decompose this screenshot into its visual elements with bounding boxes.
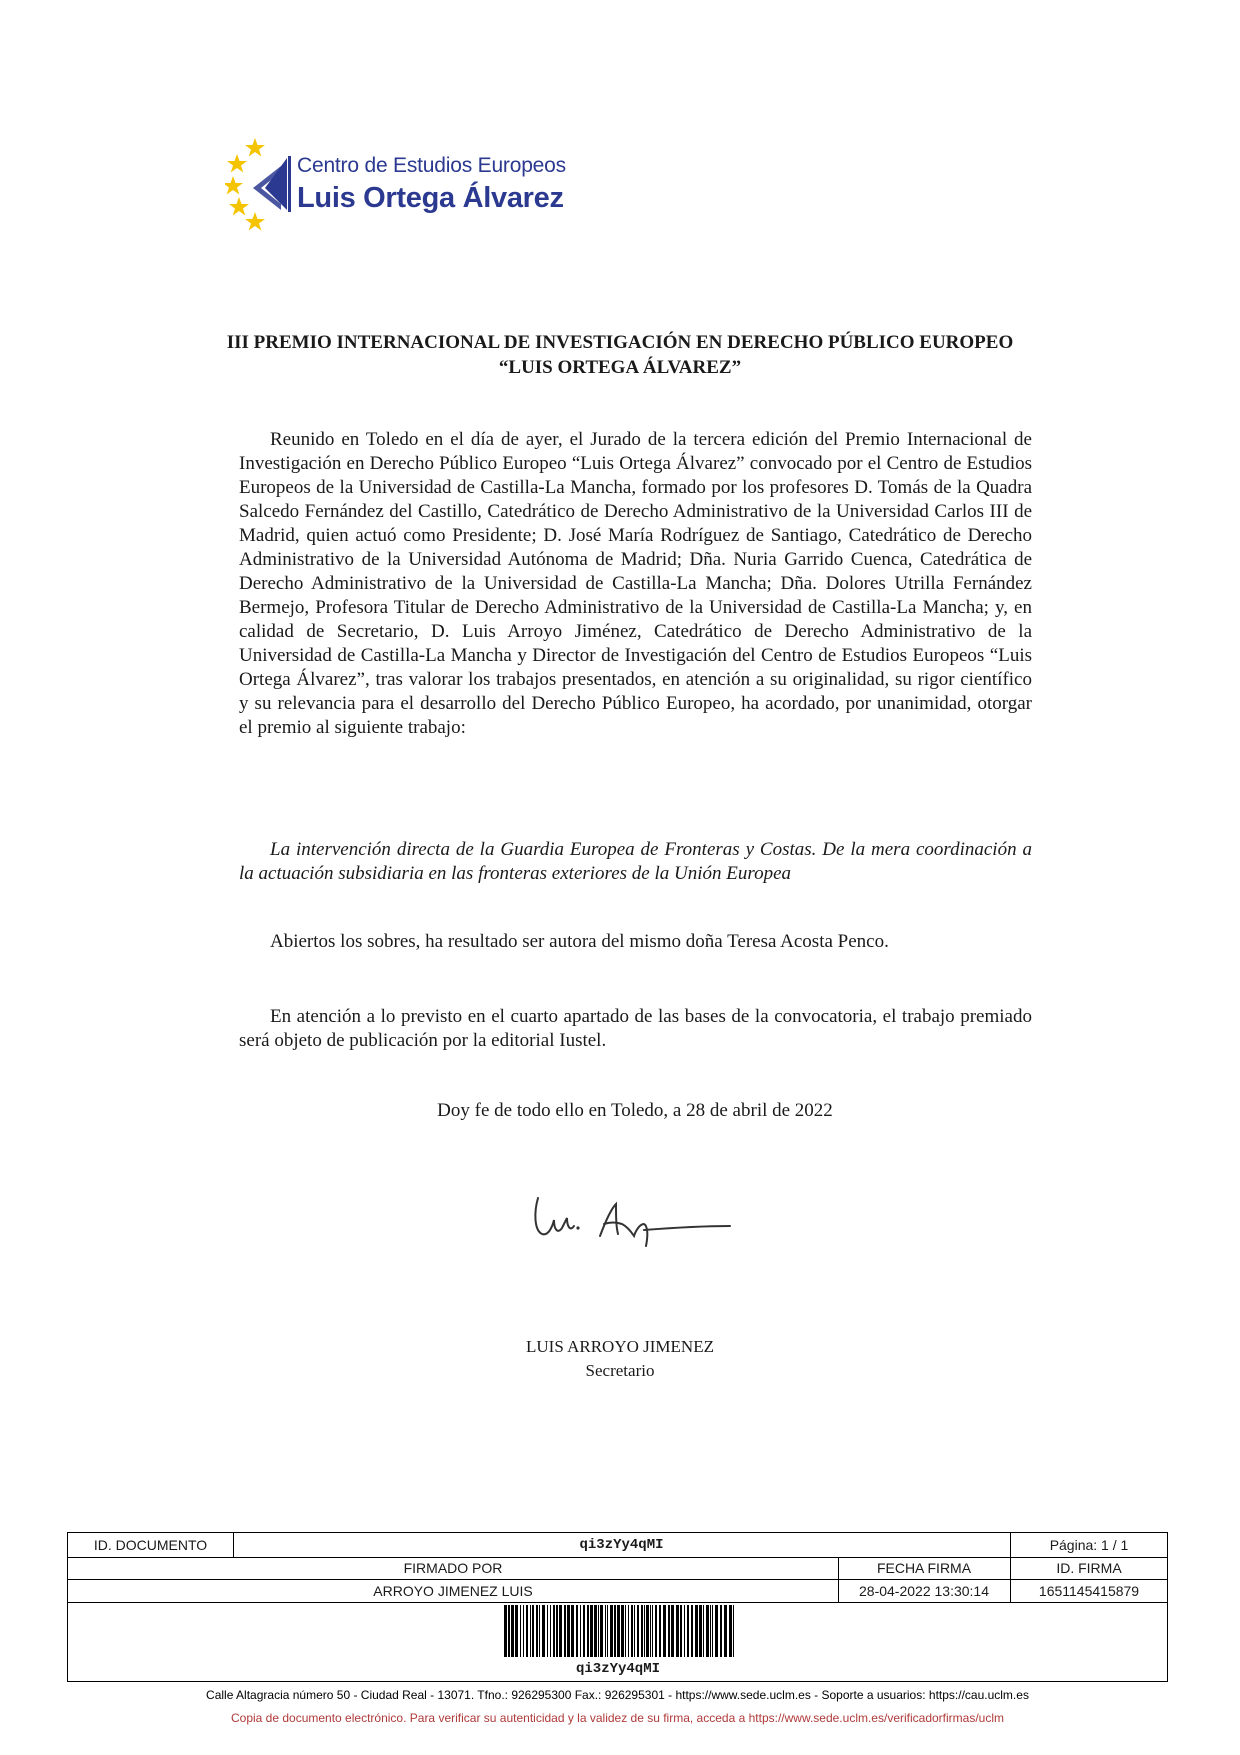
barcode-bar: [724, 1605, 727, 1657]
barcode-bar: [542, 1605, 545, 1657]
barcode-bar: [652, 1605, 653, 1657]
book-arches-icon: [253, 156, 291, 212]
barcode-bar: [594, 1605, 597, 1657]
document-subtitle: “LUIS ORTEGA ÁLVAREZ”: [498, 357, 742, 378]
barcode-bar: [634, 1605, 635, 1657]
barcode-bar: [631, 1605, 633, 1657]
barcode-bar: [655, 1605, 657, 1657]
barcode-bar: [520, 1605, 521, 1657]
barcode-bar: [680, 1605, 682, 1657]
barcode-bar: [564, 1605, 566, 1657]
barcode-bar: [706, 1605, 709, 1657]
barcode-bar: [720, 1605, 722, 1657]
signed-by-value: ARROYO JIMENEZ LUIS: [373, 1582, 533, 1599]
barcode-bar: [559, 1605, 562, 1657]
barcode-bar: [571, 1605, 574, 1657]
document-title: III PREMIO INTERNACIONAL DE INVESTIGACIÓN EN DERECHO PÚBLICO EUROPEO: [226, 332, 1014, 353]
barcode-bar: [687, 1605, 689, 1657]
barcode-bar: [712, 1605, 713, 1657]
barcode-bar: [587, 1605, 589, 1657]
barcode-bar: [567, 1605, 570, 1657]
barcode-bar: [598, 1605, 599, 1657]
signature-verification-table: [67, 1532, 1168, 1682]
signed-by-label: FIRMADO POR: [403, 1560, 503, 1576]
signature-id-label: ID. FIRMA: [1056, 1560, 1122, 1576]
barcode-bar: [641, 1605, 643, 1657]
awarded-work-title: La intervención directa de la Guardia Europea de Fronteras y Costas. De la mera coordinación a la actuación subsidiaria en las fronteras exteriores de la Unión Europea: [239, 839, 1032, 884]
barcode-bar: [523, 1605, 524, 1657]
barcode-bar: [659, 1605, 661, 1657]
barcode-bar: [715, 1605, 718, 1657]
barcode-bar: [526, 1605, 528, 1657]
barcode-bar: [614, 1605, 616, 1657]
handwritten-signature: [530, 1190, 740, 1260]
barcode-bar: [650, 1605, 651, 1657]
barcode-bar: [530, 1605, 531, 1657]
barcode-bar: [590, 1605, 593, 1657]
barcode-bar: [628, 1605, 629, 1657]
barcode-bar: [644, 1605, 645, 1657]
barcode-bar: [539, 1605, 540, 1657]
author-paragraph: Abiertos los sobres, ha resultado ser autora del mismo doña Teresa Acosta Penco.: [270, 931, 889, 952]
verification-notice: Copia de documento electrónico. Para verificar su autenticidad y la validez de su firma, acceda a https://www.sede.uclm.es/verificadorfirmas/uclm: [230, 1711, 1005, 1725]
barcode-bar: [691, 1605, 693, 1657]
barcode-bar: [703, 1605, 704, 1657]
barcode-bar: [504, 1605, 507, 1657]
barcode-bar: [605, 1605, 606, 1657]
barcode-bar: [699, 1605, 702, 1657]
barcode-bar: [607, 1605, 608, 1657]
logo-line1: Centro de Estudios Europeos: [297, 154, 566, 177]
document-barcode: [504, 1605, 736, 1657]
barcode-bar: [625, 1605, 626, 1657]
barcode-bar: [532, 1605, 534, 1657]
barcode-bar: [617, 1605, 620, 1657]
barcode-bar: [600, 1605, 603, 1657]
signature-id-value: 1651145415879: [1038, 1582, 1140, 1599]
barcode-bar: [508, 1605, 510, 1657]
barcode-bar: [610, 1605, 613, 1657]
signer-name: LUIS ARROYO JIMENEZ: [526, 1337, 714, 1356]
logo-emblem-icon: [225, 136, 295, 236]
barcode-bar: [511, 1605, 514, 1657]
barcode-bar: [583, 1605, 585, 1657]
barcode-bar: [547, 1605, 548, 1657]
barcode-bar: [671, 1605, 674, 1657]
barcode-bar: [676, 1605, 679, 1657]
signer-role: Secretario: [585, 1361, 655, 1380]
signature-date-value: 28-04-2022 13:30:14: [859, 1582, 989, 1599]
barcode-bar: [729, 1605, 732, 1657]
barcode-bar: [580, 1605, 581, 1657]
barcode-bar: [556, 1605, 558, 1657]
barcode-bar: [663, 1605, 666, 1657]
barcode-bar: [637, 1605, 639, 1657]
barcode-bar: [550, 1605, 551, 1657]
barcode-bar: [684, 1605, 685, 1657]
institution-logo: [225, 136, 566, 236]
signature-date-label: FECHA FIRMA: [876, 1560, 972, 1576]
barcode-bar: [621, 1605, 624, 1657]
barcode-bar: [646, 1605, 649, 1657]
barcode-bar: [733, 1605, 734, 1657]
barcode-bar: [710, 1605, 711, 1657]
barcode-bar: [536, 1605, 538, 1657]
barcode-bar: [576, 1605, 578, 1657]
barcode-bar: [695, 1605, 698, 1657]
jury-paragraph: Reunido en Toledo en el día de ayer, el Jurado de la tercera edición del Premio Internacional de Investigación en Derecho Público Europeo “Luis Ortega Álvarez” convocado por el Centro de Estudios Europeos de la Universidad de Castilla-La Mancha, formado por los profesores D. Tomás de la Quadra Salcedo Fernández del Castillo, Catedrático de Derecho Administrativo de la Universidad Carlos III de Madrid, quien actuó como Presidente; D. José María Rodríguez de Santiago, Catedrático de Derecho Administrativo de la Universidad Autónoma de Madrid; Dña. Nuria Garrido Cuenca, Catedrática de Derecho Administrativo de la Universidad de Castilla-La Mancha; Dña. Dolores Utrilla Fernández Bermejo, Profesora Titular de Derecho Administrativo de la Universidad de Castilla-La Mancha; y, en calidad de Secretario, D. Luis Arroyo Jiménez, Catedrático de Derecho Administrativo de la Universidad de Castilla-La Mancha y Director de Investigación del Centro de Estudios Europeos “Luis Ortega Álvarez”, tras valorar los trabajos presentados, en atención a su originalidad, su rigor científico y su relevancia para el desarrollo del Derecho Público Europeo, ha acordado, por unanimidad, otorgar el premio al siguiente trabajo:: [239, 429, 1032, 738]
barcode-bar: [668, 1605, 670, 1657]
page-number: Página: 1 / 1: [1049, 1537, 1129, 1553]
barcode-text: qi3zYy4qMI: [575, 1661, 660, 1677]
barcode-bar: [553, 1605, 555, 1657]
place-date-line: Doy fe de todo ello en Toledo, a 28 de abril de 2022: [437, 1100, 833, 1121]
logo-line2: Luis Ortega Álvarez: [297, 182, 564, 214]
institution-address: Calle Altagracia número 50 - Ciudad Real - 13071. Tfno.: 926295300 Fax.: 926295301 - https://www.sede.uclm.es - Soporte a usuarios: https://cau.uclm.es: [206, 1688, 1029, 1702]
barcode-bar: [515, 1605, 518, 1657]
document-id-value: qi3zYy4qMI: [579, 1537, 664, 1553]
document-id-label: ID. DOCUMENTO: [93, 1537, 208, 1553]
publication-paragraph: En atención a lo previsto en el cuarto apartado de las bases de la convocatoria, el trabajo premiado será objeto de publicación por la editorial Iustel.: [239, 1006, 1032, 1051]
